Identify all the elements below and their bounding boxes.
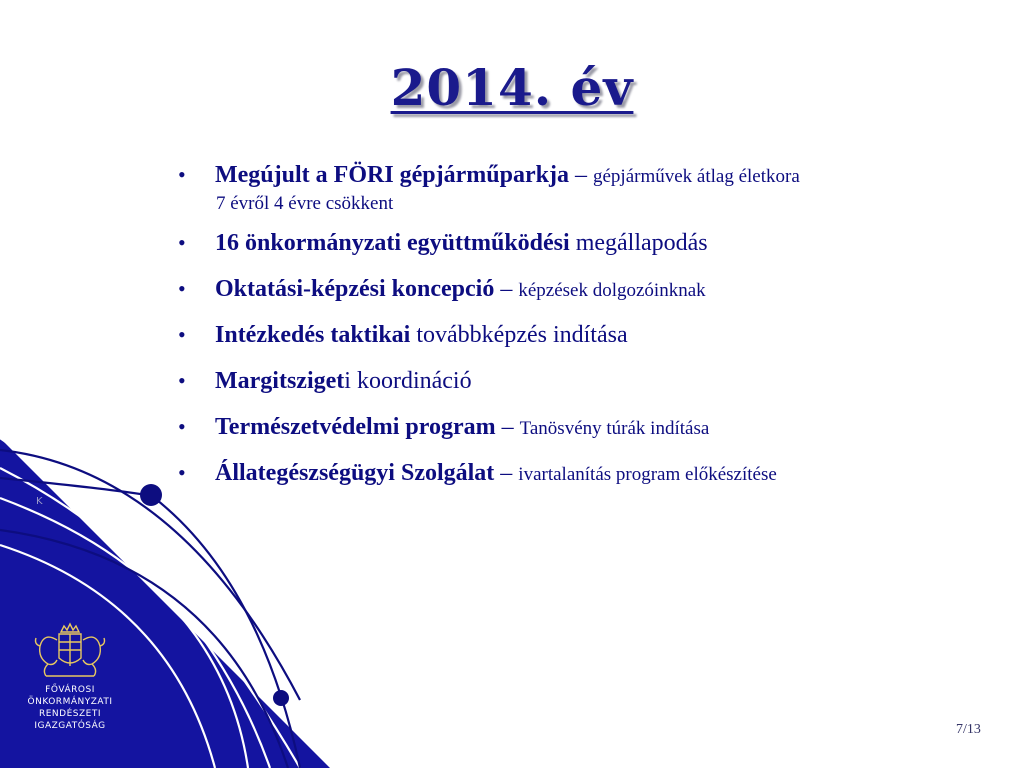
bullet-separator: – [495, 414, 520, 440]
bullet-bold-text: Állategészségügyi Szolgálat [215, 460, 495, 486]
bullet-bold-text: Oktatási-képzési koncepció [215, 276, 495, 302]
bullet-icon: • [178, 322, 186, 347]
bullet-item [178, 412, 968, 445]
bullet-item [178, 274, 968, 307]
page-number: 7/13 [956, 722, 981, 737]
bullet-icon: • [178, 414, 186, 439]
bullet-item [178, 320, 968, 353]
bullet-normal-text: i koordináció [344, 368, 472, 394]
bullet-item [178, 366, 968, 399]
slide-title: 2014. év [390, 58, 634, 117]
bullet-item [178, 458, 968, 491]
small-dot [273, 690, 289, 706]
bullet-bold-text: Megújult a FÖRI gépjárműparkja [215, 162, 569, 188]
bullet-bold-text: Intézkedés taktikai [215, 322, 411, 348]
bullet-small-text: ivartalanítás program előkészítése [518, 464, 777, 485]
bullet-icon: • [178, 162, 186, 187]
bullet-item [178, 160, 968, 215]
bullet-small-text: Tanösvény túrák indítása [519, 418, 710, 439]
bullet-separator: – [494, 460, 519, 486]
budapest-coat-of-arms-icon [30, 622, 110, 680]
bullet-small-text: képzések dolgozóinknak [518, 280, 706, 301]
bullet-small-text: gépjárművek átlag életkora [592, 166, 800, 187]
bullet-list [178, 160, 968, 504]
bullet-icon: • [178, 368, 186, 393]
bullet-icon: • [178, 230, 186, 255]
small-mark: K [36, 496, 43, 507]
bullet-bold-text: Természetvédelmi program [215, 414, 496, 440]
organization-name-line: FŐVÁROSI [45, 685, 95, 695]
bullet-item [178, 228, 968, 261]
large-dot [140, 484, 162, 506]
bullet-normal-text: továbbképzés indítása [416, 322, 628, 348]
organization-logo [14, 622, 126, 732]
bullet-separator: – [568, 162, 593, 188]
organization-name-line: ÖNKORMÁNYZATI [27, 697, 113, 707]
bullet-bold-text: 16 önkormányzati együttműködési [215, 230, 570, 256]
bullet-normal-text: megállapodás [575, 230, 708, 256]
bullet-bold-text: Margitsziget [215, 368, 345, 394]
organization-name-line: RENDÉSZETI [38, 709, 101, 719]
bullet-icon: • [178, 276, 186, 301]
organization-name-line: IGAZGATÓSÁG [34, 721, 106, 731]
bullet-separator: – [494, 276, 519, 302]
title-container [0, 58, 1024, 117]
bullet-continuation: 7 évről 4 évre csökkent [216, 193, 394, 214]
bullet-icon: • [178, 460, 186, 485]
